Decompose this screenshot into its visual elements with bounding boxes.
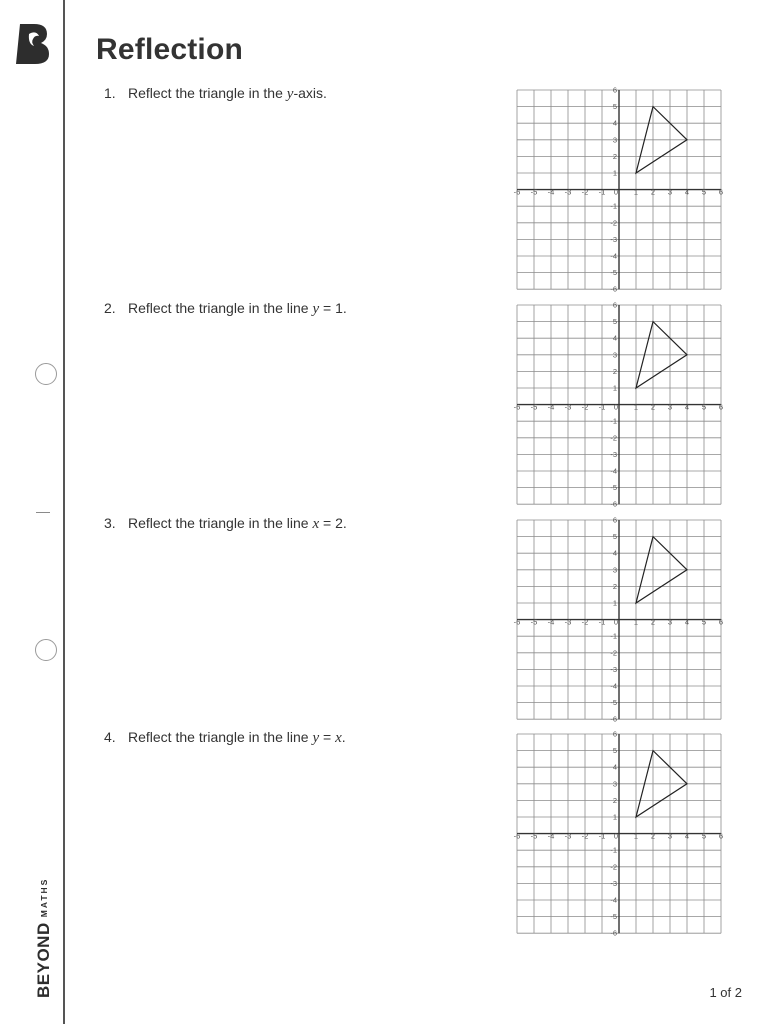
- x-tick-label: 1: [633, 402, 639, 412]
- x-tick-label: 0: [613, 831, 619, 841]
- x-tick-label: 2: [650, 831, 656, 841]
- y-tick-label: 4: [612, 762, 617, 772]
- y-tick-label: 5: [612, 532, 617, 542]
- x-tick-label: -4: [547, 617, 555, 627]
- y-tick-label: 6: [612, 515, 617, 525]
- margin-line: [63, 0, 65, 1024]
- question-text-end: .: [341, 729, 346, 745]
- y-tick-label: -2: [610, 648, 617, 658]
- y-tick-label: -4: [610, 895, 617, 905]
- y-tick-label: 2: [612, 795, 617, 805]
- question-3: [104, 515, 347, 533]
- question-2: [104, 300, 347, 318]
- y-tick-label: 6: [612, 300, 617, 310]
- x-tick-label: -1: [598, 617, 606, 627]
- y-tick-label: 3: [612, 565, 617, 575]
- math-variable: x: [312, 516, 320, 532]
- coordinate-grid-3: [508, 514, 736, 724]
- question-text-mid: =: [319, 729, 336, 745]
- x-tick-label: -3: [564, 402, 572, 412]
- x-tick-label: 5: [701, 617, 707, 627]
- x-tick-label: 6: [718, 617, 724, 627]
- x-tick-label: -4: [547, 402, 555, 412]
- x-tick-label: 2: [650, 617, 656, 627]
- question-number: 2.: [104, 300, 116, 316]
- x-tick-label: -1: [598, 187, 606, 197]
- y-tick-label: 5: [612, 317, 617, 327]
- y-tick-label: 4: [612, 333, 617, 343]
- x-tick-label: -6: [513, 831, 521, 841]
- x-tick-label: -1: [598, 402, 606, 412]
- x-tick-label: 2: [650, 402, 656, 412]
- x-tick-label: 4: [684, 187, 690, 197]
- grid-svg: [508, 84, 736, 294]
- x-tick-label: 1: [633, 831, 639, 841]
- y-tick-label: 6: [612, 85, 617, 95]
- y-tick-label: -4: [610, 466, 617, 476]
- y-tick-label: -1: [610, 631, 617, 641]
- x-tick-label: -6: [513, 402, 521, 412]
- x-tick-label: -2: [581, 617, 589, 627]
- grid-svg: [508, 514, 736, 724]
- y-tick-label: -1: [610, 416, 617, 426]
- y-tick-label: 5: [612, 102, 617, 112]
- question-number: 4.: [104, 729, 116, 745]
- grid-svg: [508, 299, 736, 509]
- x-tick-label: 0: [613, 617, 619, 627]
- y-tick-label: -1: [610, 201, 617, 211]
- x-tick-label: -5: [530, 617, 538, 627]
- y-tick-label: -5: [610, 698, 617, 708]
- y-tick-label: -4: [610, 681, 617, 691]
- x-tick-label: -5: [530, 831, 538, 841]
- question-text: Reflect the triangle in the: [128, 85, 287, 101]
- punch-hole-top: [35, 363, 57, 385]
- y-tick-label: 1: [612, 812, 617, 822]
- question-1: [104, 85, 327, 103]
- punch-hole-bottom: [35, 639, 57, 661]
- math-variable-2: x: [335, 730, 342, 746]
- x-tick-label: -5: [530, 187, 538, 197]
- x-tick-label: -4: [547, 831, 555, 841]
- y-tick-label: 3: [612, 779, 617, 789]
- y-tick-label: 1: [612, 383, 617, 393]
- beyond-logo-icon: [14, 22, 50, 66]
- math-variable: y: [286, 86, 294, 102]
- page-title: Reflection: [96, 33, 244, 66]
- grid-svg: [508, 728, 736, 938]
- question-4: [104, 729, 346, 747]
- y-tick-label: -4: [610, 251, 617, 261]
- y-tick-label: 1: [612, 168, 617, 178]
- question-text-end: = 2.: [319, 515, 347, 531]
- y-tick-label: -3: [610, 234, 617, 244]
- y-tick-label: -5: [610, 483, 617, 493]
- x-tick-label: -2: [581, 402, 589, 412]
- brand-name: BEYOND: [34, 922, 53, 998]
- coordinate-grid-4: [508, 728, 736, 938]
- y-tick-label: -6: [610, 714, 617, 724]
- y-tick-label: 3: [612, 135, 617, 145]
- x-tick-label: 0: [613, 187, 619, 197]
- question-text: Reflect the triangle in the line: [128, 729, 313, 745]
- x-tick-label: 4: [684, 402, 690, 412]
- y-tick-label: -2: [610, 862, 617, 872]
- y-tick-label: -5: [610, 268, 617, 278]
- x-tick-label: 4: [684, 831, 690, 841]
- math-variable: y: [312, 730, 320, 746]
- brand-wordmark: [34, 878, 54, 998]
- y-tick-label: -6: [610, 284, 617, 294]
- x-tick-label: -2: [581, 187, 589, 197]
- x-tick-label: 6: [718, 187, 724, 197]
- x-tick-label: -3: [564, 187, 572, 197]
- y-tick-label: 2: [612, 151, 617, 161]
- x-tick-label: -3: [564, 831, 572, 841]
- x-tick-label: 5: [701, 402, 707, 412]
- x-tick-label: 4: [684, 617, 690, 627]
- x-tick-label: 5: [701, 187, 707, 197]
- math-variable: y: [312, 301, 320, 317]
- brand-sub: MATHS: [39, 877, 49, 918]
- question-text-end: = 1.: [319, 300, 347, 316]
- y-tick-label: -3: [610, 664, 617, 674]
- coordinate-grid-1: [508, 84, 736, 294]
- x-tick-label: -1: [598, 831, 606, 841]
- question-text-end: -axis.: [293, 85, 327, 101]
- y-tick-label: 2: [612, 581, 617, 591]
- question-number: 1.: [104, 85, 116, 101]
- y-tick-label: 2: [612, 366, 617, 376]
- coordinate-grid-2: [508, 299, 736, 509]
- x-tick-label: 3: [667, 187, 673, 197]
- x-tick-label: 3: [667, 617, 673, 627]
- y-tick-label: -2: [610, 218, 617, 228]
- y-tick-label: 1: [612, 598, 617, 608]
- y-tick-label: -3: [610, 449, 617, 459]
- y-tick-label: 6: [612, 729, 617, 739]
- y-tick-label: -6: [610, 499, 617, 509]
- x-tick-label: 2: [650, 187, 656, 197]
- x-tick-label: -3: [564, 617, 572, 627]
- y-tick-label: -5: [610, 912, 617, 922]
- y-tick-label: 4: [612, 548, 617, 558]
- question-text: Reflect the triangle in the line: [128, 300, 313, 316]
- y-tick-label: 5: [612, 746, 617, 756]
- y-tick-label: -6: [610, 928, 617, 938]
- y-tick-label: 4: [612, 118, 617, 128]
- x-tick-label: -5: [530, 402, 538, 412]
- x-tick-label: 3: [667, 402, 673, 412]
- x-tick-label: 3: [667, 831, 673, 841]
- x-tick-label: 6: [718, 402, 724, 412]
- x-tick-label: 1: [633, 187, 639, 197]
- page-number: 1 of 2: [709, 985, 742, 1000]
- x-tick-label: 6: [718, 831, 724, 841]
- x-tick-label: -6: [513, 187, 521, 197]
- x-tick-label: 1: [633, 617, 639, 627]
- punch-mark: [36, 512, 50, 513]
- x-tick-label: -4: [547, 187, 555, 197]
- question-text: Reflect the triangle in the line: [128, 515, 313, 531]
- y-tick-label: -2: [610, 433, 617, 443]
- x-tick-label: -2: [581, 831, 589, 841]
- x-tick-label: -6: [513, 617, 521, 627]
- x-tick-label: 5: [701, 831, 707, 841]
- y-tick-label: 3: [612, 350, 617, 360]
- y-tick-label: -1: [610, 845, 617, 855]
- question-number: 3.: [104, 515, 116, 531]
- y-tick-label: -3: [610, 878, 617, 888]
- x-tick-label: 0: [613, 402, 619, 412]
